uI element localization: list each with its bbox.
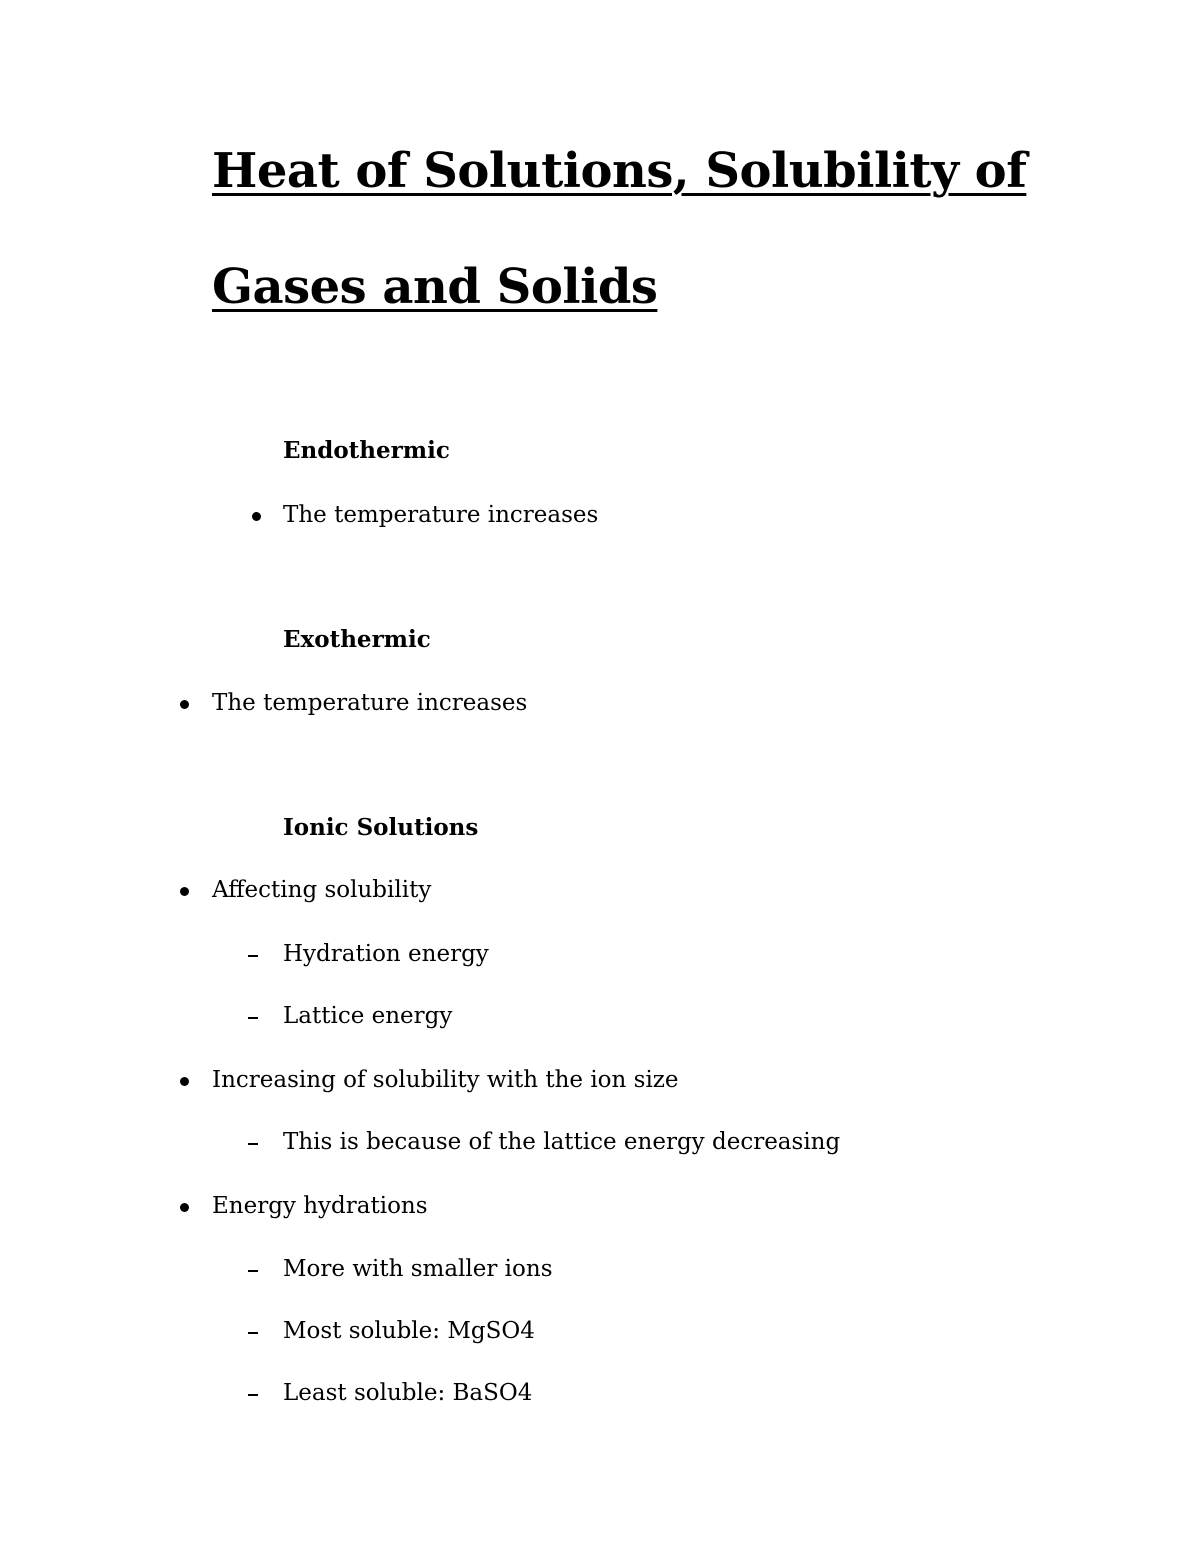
sub-item-lattice-energy: Lattice energy xyxy=(283,1003,453,1029)
list-item-endothermic: The temperature increases xyxy=(283,502,599,528)
list-item-increasing-solubility: Increasing of solubility with the ion size xyxy=(212,1067,679,1093)
dash-icon xyxy=(248,1143,258,1145)
list-item-exothermic: The temperature increases xyxy=(212,690,528,716)
bullet-icon xyxy=(180,1077,189,1086)
sub-item-smaller-ions: More with smaller ions xyxy=(283,1256,553,1282)
dash-icon xyxy=(248,1017,258,1019)
sub-item-most-soluble: Most soluble: MgSO4 xyxy=(283,1318,535,1344)
dash-icon xyxy=(248,1332,258,1334)
dash-icon xyxy=(248,955,258,957)
list-item-energy-hydrations: Energy hydrations xyxy=(212,1193,428,1219)
document-title-line-2: Gases and Solids xyxy=(212,259,658,315)
list-item-affecting-solubility: Affecting solubility xyxy=(212,877,432,903)
bullet-icon xyxy=(180,887,189,896)
dash-icon xyxy=(248,1270,258,1272)
section-heading-ionic-solutions: Ionic Solutions xyxy=(283,814,479,841)
bullet-icon xyxy=(180,700,189,709)
bullet-icon xyxy=(180,1203,189,1212)
sub-item-hydration-energy: Hydration energy xyxy=(283,941,489,967)
section-heading-exothermic: Exothermic xyxy=(283,626,431,653)
document-title-line-1: Heat of Solutions, Solubility of xyxy=(212,143,1027,199)
section-heading-endothermic: Endothermic xyxy=(283,437,450,464)
bullet-icon xyxy=(252,512,261,521)
sub-item-least-soluble: Least soluble: BaSO4 xyxy=(283,1380,533,1406)
dash-icon xyxy=(248,1394,258,1396)
sub-item-lattice-energy-decreasing: This is because of the lattice energy decreasing xyxy=(283,1129,841,1155)
